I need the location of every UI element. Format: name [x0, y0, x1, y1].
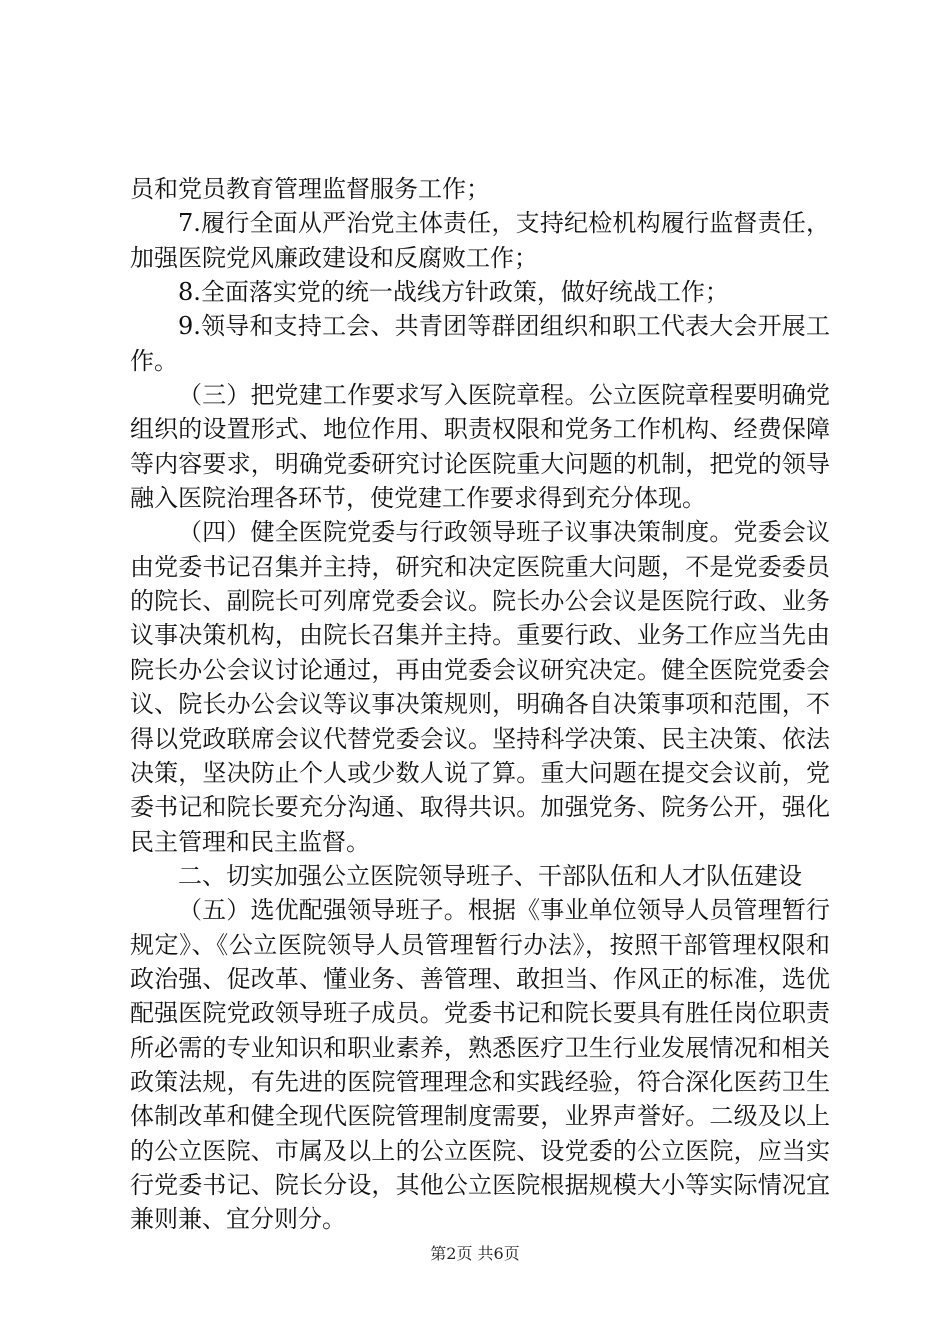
paragraph-4: 9.领导和支持工会、共青团等群团组织和职工代表大会开展工作。: [130, 312, 830, 375]
paragraph-8: （五）选优配强领导班子。根据《事业单位领导人员管理暂行规定》、《公立医院领导人员管理暂行办法》，按照干部管理权限和政治强、促改革、懂业务、善管理、敢担当、作风正的标准，选优配强医院党政领导班子成员。党委书记和院长要具有胜任岗位职责所必需的专业知识和职业素养，熟悉医疗卫生行业发展情况和相关政策法规，有先进的医院管理理念和实践经验，符合深化医药卫生体制改革和健全现代医院管理制度需要，业界声誉好。二级及以上的公立医院、市属及以上的公立医院、设党委的公立医院，应当实行党委书记、院长分设，其他公立医院根据规模大小等实际情况宜兼则兼、宜分则分。: [130, 896, 830, 1234]
section-heading-2: 二、切实加强公立医院领导班子、干部队伍和人才队伍建设: [178, 861, 802, 890]
paragraph-3: 8.全面落实党的统一战线方针政策，做好统战工作；: [178, 278, 729, 307]
paragraph-2: 7.履行全面从严治党主体责任，支持纪检机构履行监督责任，加强医院党风廉政建设和反腐败工作；: [130, 209, 830, 272]
document-body: [130, 172, 830, 1237]
paragraph-1: 员和党员教育管理监督服务工作；: [130, 175, 490, 203]
page-footer: 第2页 共6页: [430, 1244, 520, 1263]
paragraph-6: （四）健全医院党委与行政领导班子议事决策制度。党委会议由党委书记召集并主持，研究和决定医院重大问题，不是党委委员的院长、副院长可列席党委会议。院长办公会议是医院行政、业务议事决策机构，由院长召集并主持。重要行政、业务工作应当先由院长办公会议讨论通过，再由党委会议研究决定。健全医院党委会议、院长办公会议等议事决策规则，明确各自决策事项和范围，不得以党政联席会议代替党委会议。坚持科学决策、民主决策、依法决策，坚决防止个人或少数人说了算。重大问题在提交会议前，党委书记和院长要充分沟通、取得共识。加强党务、院务公开，强化民主管理和民主监督。: [130, 518, 830, 856]
paragraph-5: （三）把党建工作要求写入医院章程。公立医院章程要明确党组织的设置形式、地位作用、职责权限和党务工作机构、经费保障等内容要求，明确党委研究讨论医院重大问题的机制，把党的领导融入医院治理各环节，使党建工作要求得到充分体现。: [130, 381, 830, 513]
